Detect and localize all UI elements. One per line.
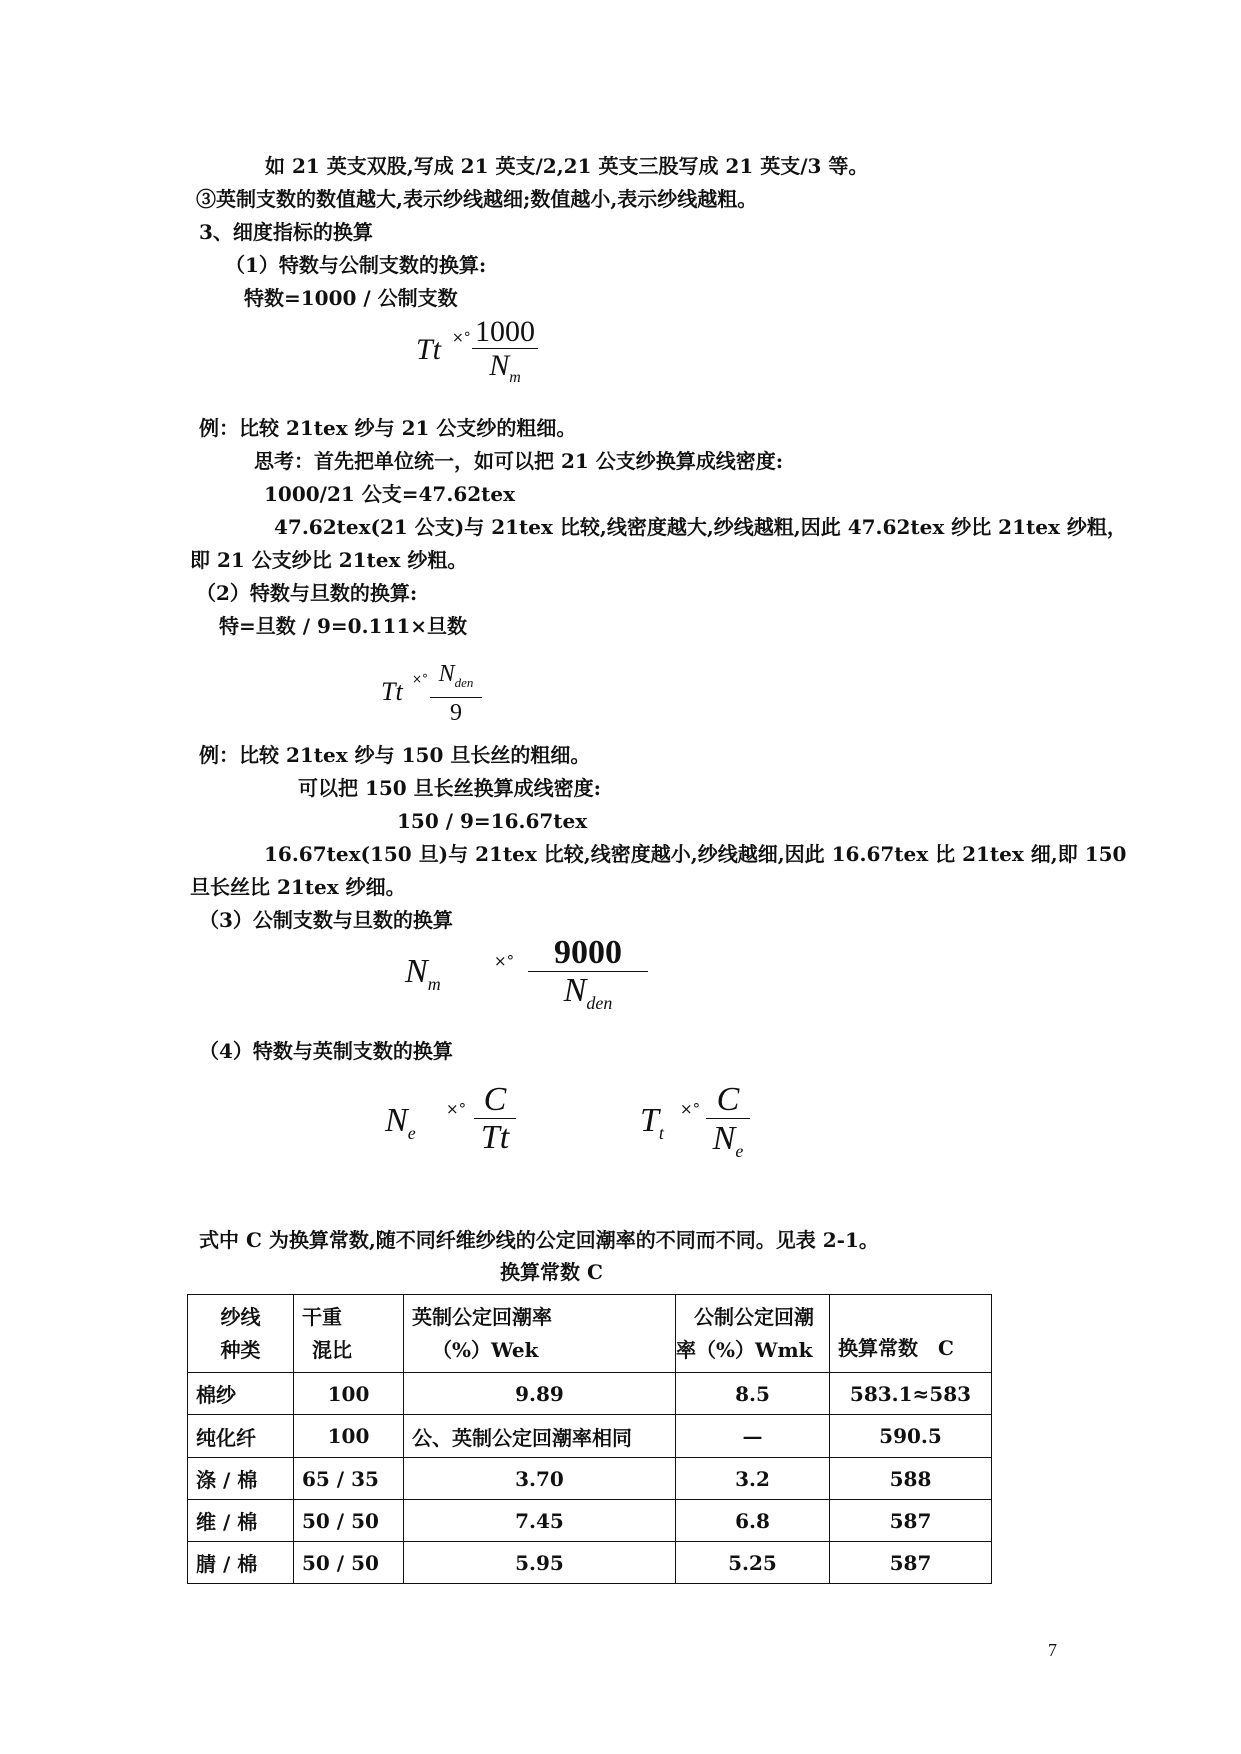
subsection-heading: （4）特数与英制支数的换算 <box>199 1039 453 1063</box>
header-text: 纱线 <box>220 1304 261 1329</box>
numerator: C <box>483 1081 507 1118</box>
text-line: 1000/21 公支=47.62tex <box>264 482 516 506</box>
table-row <box>188 1500 992 1542</box>
table-cell: 公、英制公定回潮率相同 <box>404 1415 676 1458</box>
subsection-heading: （3）公制支数与旦数的换算 <box>199 908 453 932</box>
formula-symbol: ×° <box>680 1100 701 1118</box>
text-line: 47.62tex(21 公支)与 21tex 比较,线密度越大,纱线越粗,因此 47.62tex 纱比 21tex 纱粗， <box>274 515 1127 539</box>
table-caption: 换算常数 C <box>500 1260 603 1284</box>
text-line: 如 21 英支双股,写成 21 英支/2,21 英支三股写成 21 英支/3 等。 <box>265 154 869 178</box>
table-cell: 3.2 <box>676 1458 830 1500</box>
formula-symbol: ×° <box>494 952 515 970</box>
example-line: 例：比较 21tex 纱与 21 公支纱的粗细。 <box>199 416 577 440</box>
table-cell: 6.8 <box>676 1500 830 1542</box>
table-cell: 50 / 50 <box>294 1542 404 1584</box>
formula-symbol: ×° <box>452 330 471 346</box>
table-cell: 590.5 <box>830 1415 992 1458</box>
formula-symbol: ×° <box>412 672 429 686</box>
table-cell: 587 <box>830 1500 992 1542</box>
formula-fraction <box>472 316 538 395</box>
table-cell: 587 <box>830 1542 992 1584</box>
header-conversion-constant <box>830 1295 992 1373</box>
table-cell: 腈 / 棉 <box>188 1542 294 1584</box>
denominator: $N_m$ <box>489 349 521 386</box>
formula-symbol: ×° <box>446 1100 467 1118</box>
header-dry-weight-ratio <box>294 1295 404 1373</box>
formula-fraction <box>430 660 482 728</box>
table-row <box>188 1542 992 1584</box>
table-cell: 583.1≈583 <box>830 1373 992 1415</box>
table-cell: 9.89 <box>404 1373 676 1415</box>
text-line: 150 / 9=16.67tex <box>397 809 588 833</box>
text-line: 特数=1000 / 公制支数 <box>244 286 458 310</box>
text-line: 式中 C 为换算常数,随不同纤维纱线的公定回潮率的不同而不同。见表 2-1。 <box>199 1228 879 1252</box>
numerator: 1000 <box>475 315 535 348</box>
numerator: 9000 <box>554 934 622 971</box>
denominator: $N_{den}$ <box>563 972 613 1013</box>
header-yarn-type <box>188 1295 294 1373</box>
subsection-heading: （2）特数与旦数的换算: <box>196 581 418 605</box>
text-line: 即 21 公支纱比 21tex 纱粗。 <box>190 548 468 572</box>
table-cell: 588 <box>830 1458 992 1500</box>
table-cell: 5.25 <box>676 1542 830 1584</box>
conversion-table <box>187 1294 992 1584</box>
table-cell: 7.45 <box>404 1500 676 1542</box>
denominator: Tt <box>480 1119 510 1156</box>
header-english-regain <box>404 1295 676 1373</box>
text-line: 旦长丝比 21tex 纱细。 <box>190 875 406 899</box>
formula-lhs: $N_m$ <box>405 953 441 994</box>
table-cell: 3.70 <box>404 1458 676 1500</box>
header-text: （%）Wek <box>432 1337 539 1362</box>
table-cell: 棉纱 <box>188 1373 294 1415</box>
denominator: 9 <box>450 699 462 726</box>
header-text: 公制公定回潮 <box>694 1304 814 1329</box>
table-cell: 5.95 <box>404 1542 676 1584</box>
header-metric-regain <box>676 1295 830 1373</box>
section-heading: 3、细度指标的换算 <box>199 220 373 244</box>
text-line: 思考：首先把单位统一，如可以把 21 公支纱换算成线密度: <box>254 449 784 473</box>
numerator: C <box>716 1081 740 1118</box>
formula-fraction <box>474 1082 516 1157</box>
table-row <box>188 1373 992 1415</box>
table-cell: 65 / 35 <box>294 1458 404 1500</box>
table-cell: 8.5 <box>676 1373 830 1415</box>
header-text: 换算常数 C <box>838 1336 954 1360</box>
header-text: 率（%）Wmk <box>676 1337 813 1362</box>
text-line: 特=旦数 / 9=0.111×旦数 <box>219 614 468 638</box>
formula-lhs: Tt <box>416 333 442 366</box>
formula-fraction <box>528 935 648 1022</box>
header-text: 种类 <box>220 1337 261 1362</box>
table-cell: 涤 / 棉 <box>188 1458 294 1500</box>
header-text: 混比 <box>312 1337 352 1362</box>
header-text: 英制公定回潮率 <box>412 1304 552 1329</box>
text-line: ③英制支数的数值越大,表示纱线越细;数值越小,表示纱线越粗。 <box>196 187 758 211</box>
denominator: $N_e$ <box>712 1120 744 1161</box>
table-header-row <box>188 1295 992 1373</box>
formula-lhs: $N_e$ <box>385 1102 416 1143</box>
header-text: 干重 <box>302 1304 342 1329</box>
table-row <box>188 1415 992 1458</box>
table-cell: — <box>676 1415 830 1458</box>
formula-lhs: $T_t$ <box>640 1102 664 1143</box>
table-cell: 50 / 50 <box>294 1500 404 1542</box>
page-number: 7 <box>1048 1640 1057 1660</box>
formula-fraction <box>706 1082 750 1171</box>
table-cell: 维 / 棉 <box>188 1500 294 1542</box>
table-row <box>188 1458 992 1500</box>
subsection-heading: （1）特数与公制支数的换算: <box>225 253 487 277</box>
text-line: 16.67tex(150 旦)与 21tex 比较,线密度越小,纱线越细,因此 16.67tex 比 21tex 细,即 150 <box>264 842 1127 866</box>
table-cell: 纯化纤 <box>188 1415 294 1458</box>
table-cell: 100 <box>294 1373 404 1415</box>
formula-lhs: Tt <box>381 677 403 706</box>
numerator: $N_{den}$ <box>438 661 474 690</box>
table-cell: 100 <box>294 1415 404 1458</box>
example-line: 例：比较 21tex 纱与 150 旦长丝的粗细。 <box>199 743 591 767</box>
text-line: 可以把 150 旦长丝换算成线密度: <box>298 776 602 800</box>
